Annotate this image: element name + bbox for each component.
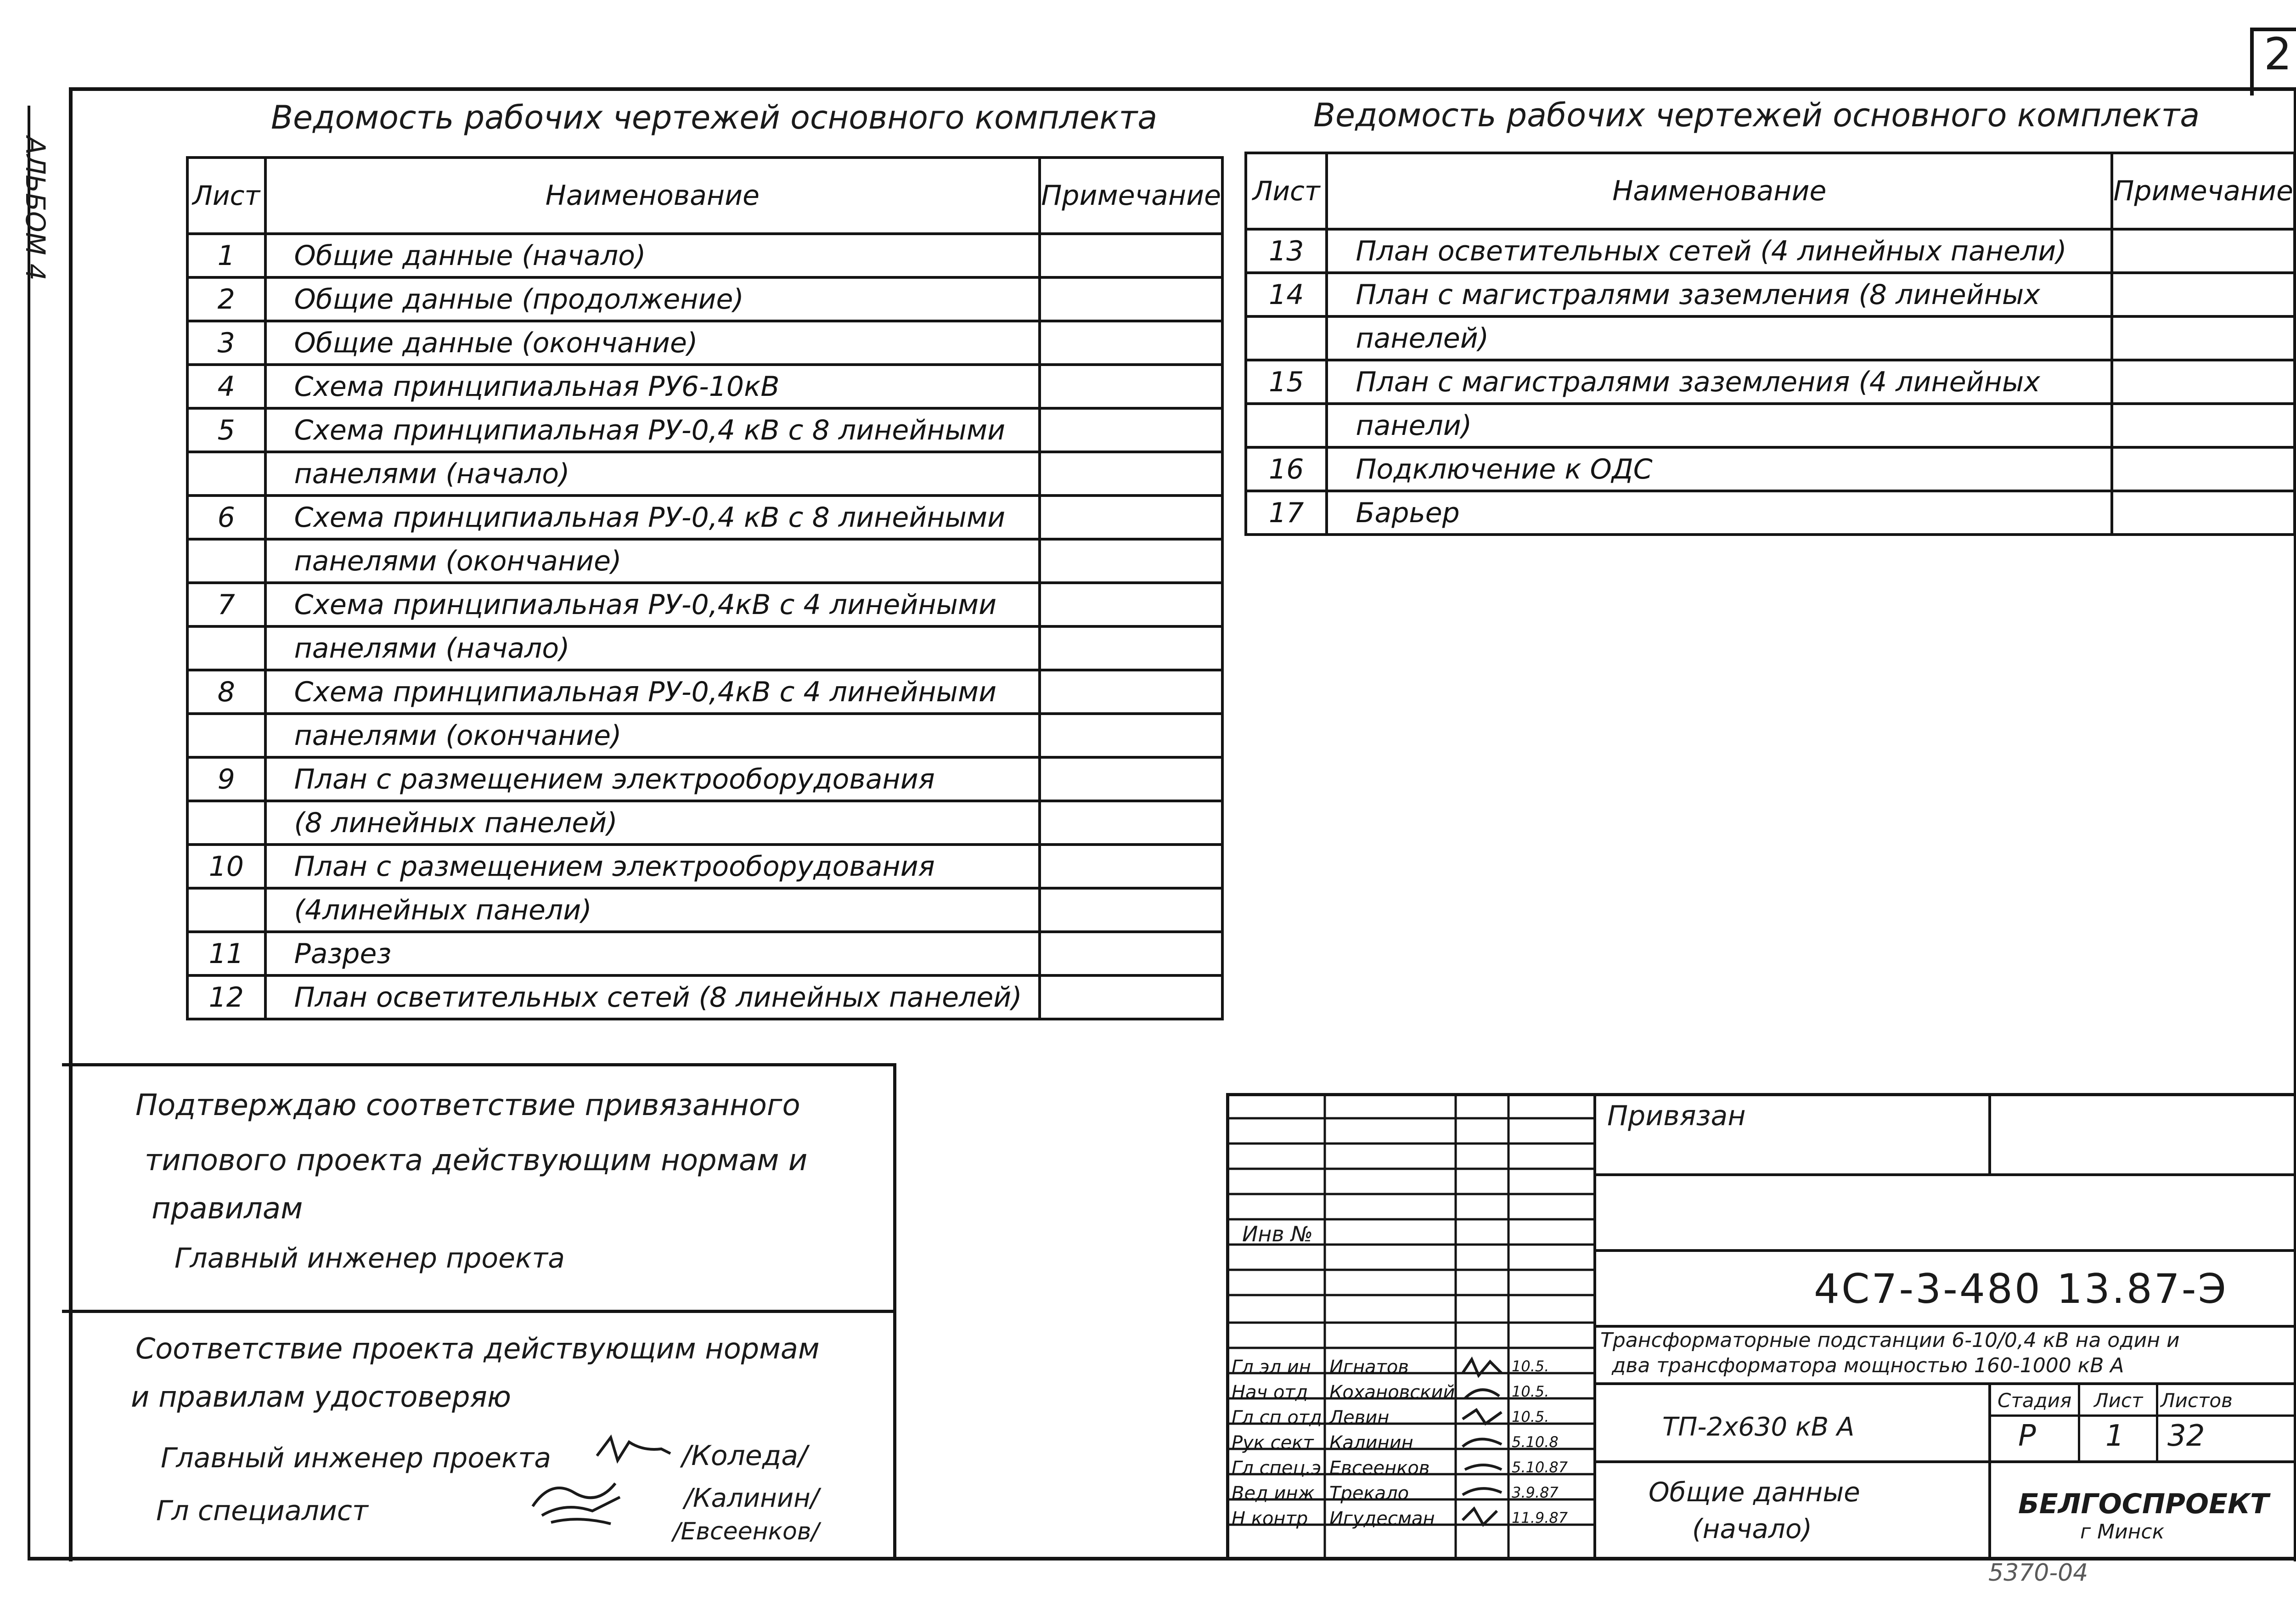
sheets-value: 32 (2167, 1419, 2205, 1453)
certify-name-2: /Калинин/ (684, 1483, 819, 1513)
row-no (187, 888, 265, 932)
row-name: Общие данные (окончание) (265, 321, 1040, 365)
certify-name-1: /Коледа/ (682, 1440, 808, 1472)
row-note (1040, 365, 1222, 408)
row-note (1040, 932, 1222, 975)
row-note (2112, 491, 2295, 535)
right-table-title: Ведомость рабочих чертежей основного комплекта (1313, 96, 2200, 134)
row-name: Общие данные (начало) (265, 234, 1040, 277)
row-name: панели) (1327, 404, 2112, 447)
row-note (1040, 452, 1222, 496)
row-name: Схема принципиальная РУ-0,4 кВ с 8 линейными (265, 408, 1040, 452)
row-note (1040, 539, 1222, 583)
person-name: Калинин (1329, 1432, 1413, 1454)
row-note (1040, 408, 1222, 452)
certify-role-1: Главный инженер проекта (161, 1442, 551, 1474)
row-note (2112, 360, 2295, 404)
row-note (1040, 234, 1222, 277)
row-note (1040, 757, 1222, 801)
row-note (1040, 496, 1222, 539)
person-date: 10.5. (1512, 1358, 1549, 1375)
row-note (1040, 626, 1222, 670)
row-note (2112, 273, 2295, 316)
person-date: 10.5. (1512, 1408, 1549, 1425)
row-note (1040, 975, 1222, 1019)
certify-line-2: и правилам удостоверяю (131, 1380, 511, 1414)
person-role: Нач отд (1232, 1382, 1308, 1403)
project-title-1: Трансформаторные подстанции 6-10/0,4 кВ на один и (1600, 1329, 2180, 1352)
row-no: 16 (1246, 447, 1327, 491)
header-note: Примечание (2112, 153, 2295, 229)
privyazan-label: Привязан (1607, 1100, 1746, 1132)
row-name: Схема принципиальная РУ-0,4 кВ с 8 линейными (265, 496, 1040, 539)
row-name: Общие данные (продолжение) (265, 277, 1040, 321)
person-role: Вед инж (1232, 1483, 1315, 1504)
sheet-name-2: (начало) (1692, 1513, 1812, 1544)
stamp-vline-sheet (2156, 1382, 2158, 1460)
organization-city: г Минск (2080, 1520, 2165, 1544)
row-name: План осветительных сетей (4 линейных панели) (1327, 229, 2112, 273)
row-no (187, 714, 265, 757)
sheet-name-1: Общие данные (1649, 1476, 1860, 1508)
left-drawings-table (186, 156, 1224, 1020)
album-label: АЛЬБОМ 4 (19, 136, 51, 281)
row-name: панелями (окончание) (265, 714, 1040, 757)
stamp-hline-4 (1593, 1382, 2296, 1385)
stamp-hline-stage (1988, 1414, 2296, 1417)
stamp-hline-2 (1593, 1249, 2296, 1252)
confirm-line-3: правилам (152, 1192, 303, 1226)
person-name: Кохановский (1329, 1382, 1455, 1403)
header-name: Наименование (1327, 153, 2112, 229)
row-no: 4 (187, 365, 265, 408)
project-title-2: два трансформатора мощностью 160-1000 кВ А (1612, 1354, 2124, 1377)
person-name: Игудесман (1329, 1508, 1435, 1529)
header-note: Примечание (1040, 158, 1222, 234)
row-no: 1 (187, 234, 265, 277)
stamp-hline-1 (1593, 1173, 2296, 1176)
person-role: Гл спец.э (1232, 1458, 1322, 1479)
row-no: 5 (187, 408, 265, 452)
project-code: 4С7-3-480 13.87-Э (1814, 1265, 2228, 1313)
stamp-vline-privyazan (1988, 1093, 1991, 1173)
signatures-column (1458, 1355, 1508, 1538)
header-name: Наименование (265, 158, 1040, 234)
row-no: 13 (1246, 229, 1327, 273)
row-note (2112, 229, 2295, 273)
row-no: 2 (187, 277, 265, 321)
confirm-line-1: Подтверждаю соответствие привязанного (135, 1088, 800, 1122)
stamp-vline-stage (2078, 1382, 2080, 1460)
person-name: Евсеенков (1329, 1458, 1430, 1479)
person-name: Трекало (1329, 1483, 1409, 1504)
row-note (2112, 447, 2295, 491)
row-no: 6 (187, 496, 265, 539)
sheets-label: Листов (2161, 1389, 2233, 1412)
row-name: Разрез (265, 932, 1040, 975)
header-sheet: Лист (1246, 153, 1327, 229)
row-no (1246, 404, 1327, 447)
row-no (187, 452, 265, 496)
person-date: 5.10.8 (1512, 1433, 1559, 1451)
row-no (187, 539, 265, 583)
certify-role-2: Гл специалист (156, 1495, 368, 1527)
row-note (2112, 316, 2295, 360)
row-note (2112, 404, 2295, 447)
row-name: Подключение к ОДС (1327, 447, 2112, 491)
margin-line (28, 106, 30, 1561)
row-name: панелями (начало) (265, 452, 1040, 496)
person-role: Гл сп отд (1232, 1407, 1322, 1428)
row-name: панелей) (1327, 316, 2112, 360)
row-no: 9 (187, 757, 265, 801)
row-name: (8 линейных панелей) (265, 801, 1040, 845)
row-no (1246, 316, 1327, 360)
stage-value: Р (2018, 1419, 2036, 1453)
right-drawings-table (1244, 152, 2296, 536)
person-role: Рук сект (1232, 1432, 1314, 1454)
row-name: Схема принципиальная РУ6-10кВ (265, 365, 1040, 408)
row-no: 11 (187, 932, 265, 975)
row-no: 15 (1246, 360, 1327, 404)
row-no: 10 (187, 845, 265, 888)
certify-name-3: /Евсеенков/ (673, 1518, 819, 1545)
person-date: 3.9.87 (1512, 1484, 1559, 1501)
bottom-note: 5370-04 (1988, 1559, 2088, 1587)
person-date: 10.5. (1512, 1383, 1549, 1400)
stamp-vline-object (1988, 1382, 1991, 1557)
person-role: Н контр (1232, 1508, 1308, 1529)
row-note (1040, 277, 1222, 321)
row-name: План с магистралями заземления (8 линейных (1327, 273, 2112, 316)
sheet-number: 2 (2264, 28, 2292, 80)
signature-kalinin (523, 1465, 634, 1529)
row-note (1040, 583, 1222, 626)
row-no: 14 (1246, 273, 1327, 316)
row-no (187, 801, 265, 845)
row-name: Схема принципиальная РУ-0,4кВ с 4 линейными (265, 583, 1040, 626)
confirm-line-2: типового проекта действующим нормам и (145, 1144, 808, 1177)
row-name: панелями (окончание) (265, 539, 1040, 583)
row-name: План с размещением электрооборудования (265, 845, 1040, 888)
person-date: 5.10.87 (1512, 1459, 1568, 1476)
person-name: Игнатов (1329, 1357, 1409, 1378)
stage-label: Стадия (1998, 1389, 2072, 1412)
row-no: 3 (187, 321, 265, 365)
row-name: Барьер (1327, 491, 2112, 535)
inv-number-label: Инв № (1242, 1222, 1313, 1246)
row-no: 12 (187, 975, 265, 1019)
person-role: Гл эл ин (1232, 1357, 1311, 1378)
sheet-label: Лист (2094, 1389, 2143, 1412)
confirm-line-4: Главный инженер проекта (174, 1242, 565, 1274)
row-note (1040, 845, 1222, 888)
certify-line-1: Соответствие проекта действующим нормам (135, 1332, 820, 1365)
frame-top (69, 87, 2296, 91)
person-date: 11.9.87 (1512, 1509, 1568, 1527)
stamp-people (1226, 1355, 1593, 1557)
row-name: План осветительных сетей (8 линейных панелей) (265, 975, 1040, 1019)
row-no: 17 (1246, 491, 1327, 535)
stamp-hline-5 (1593, 1460, 2296, 1463)
row-name: План с магистралями заземления (4 линейных (1327, 360, 2112, 404)
row-name: План с размещением электрооборудования (265, 757, 1040, 801)
row-note (1040, 714, 1222, 757)
row-note (1040, 321, 1222, 365)
row-note (1040, 670, 1222, 714)
row-note (1040, 888, 1222, 932)
object-name: ТП-2х630 кВ А (1662, 1412, 1855, 1442)
person-name: Левин (1329, 1407, 1390, 1428)
row-name: (4линейных панели) (265, 888, 1040, 932)
row-note (1040, 801, 1222, 845)
left-table-title: Ведомость рабочих чертежей основного комплекта (271, 99, 1158, 136)
row-name: панелями (начало) (265, 626, 1040, 670)
header-sheet: Лист (187, 158, 265, 234)
row-no: 7 (187, 583, 265, 626)
row-name: Схема принципиальная РУ-0,4кВ с 4 линейными (265, 670, 1040, 714)
organization-name: БЕЛГОСПРОЕКТ (2018, 1488, 2269, 1520)
row-no: 8 (187, 670, 265, 714)
stamp-hline-3 (1593, 1325, 2296, 1328)
row-no (187, 626, 265, 670)
sheet-value: 1 (2105, 1419, 2124, 1453)
